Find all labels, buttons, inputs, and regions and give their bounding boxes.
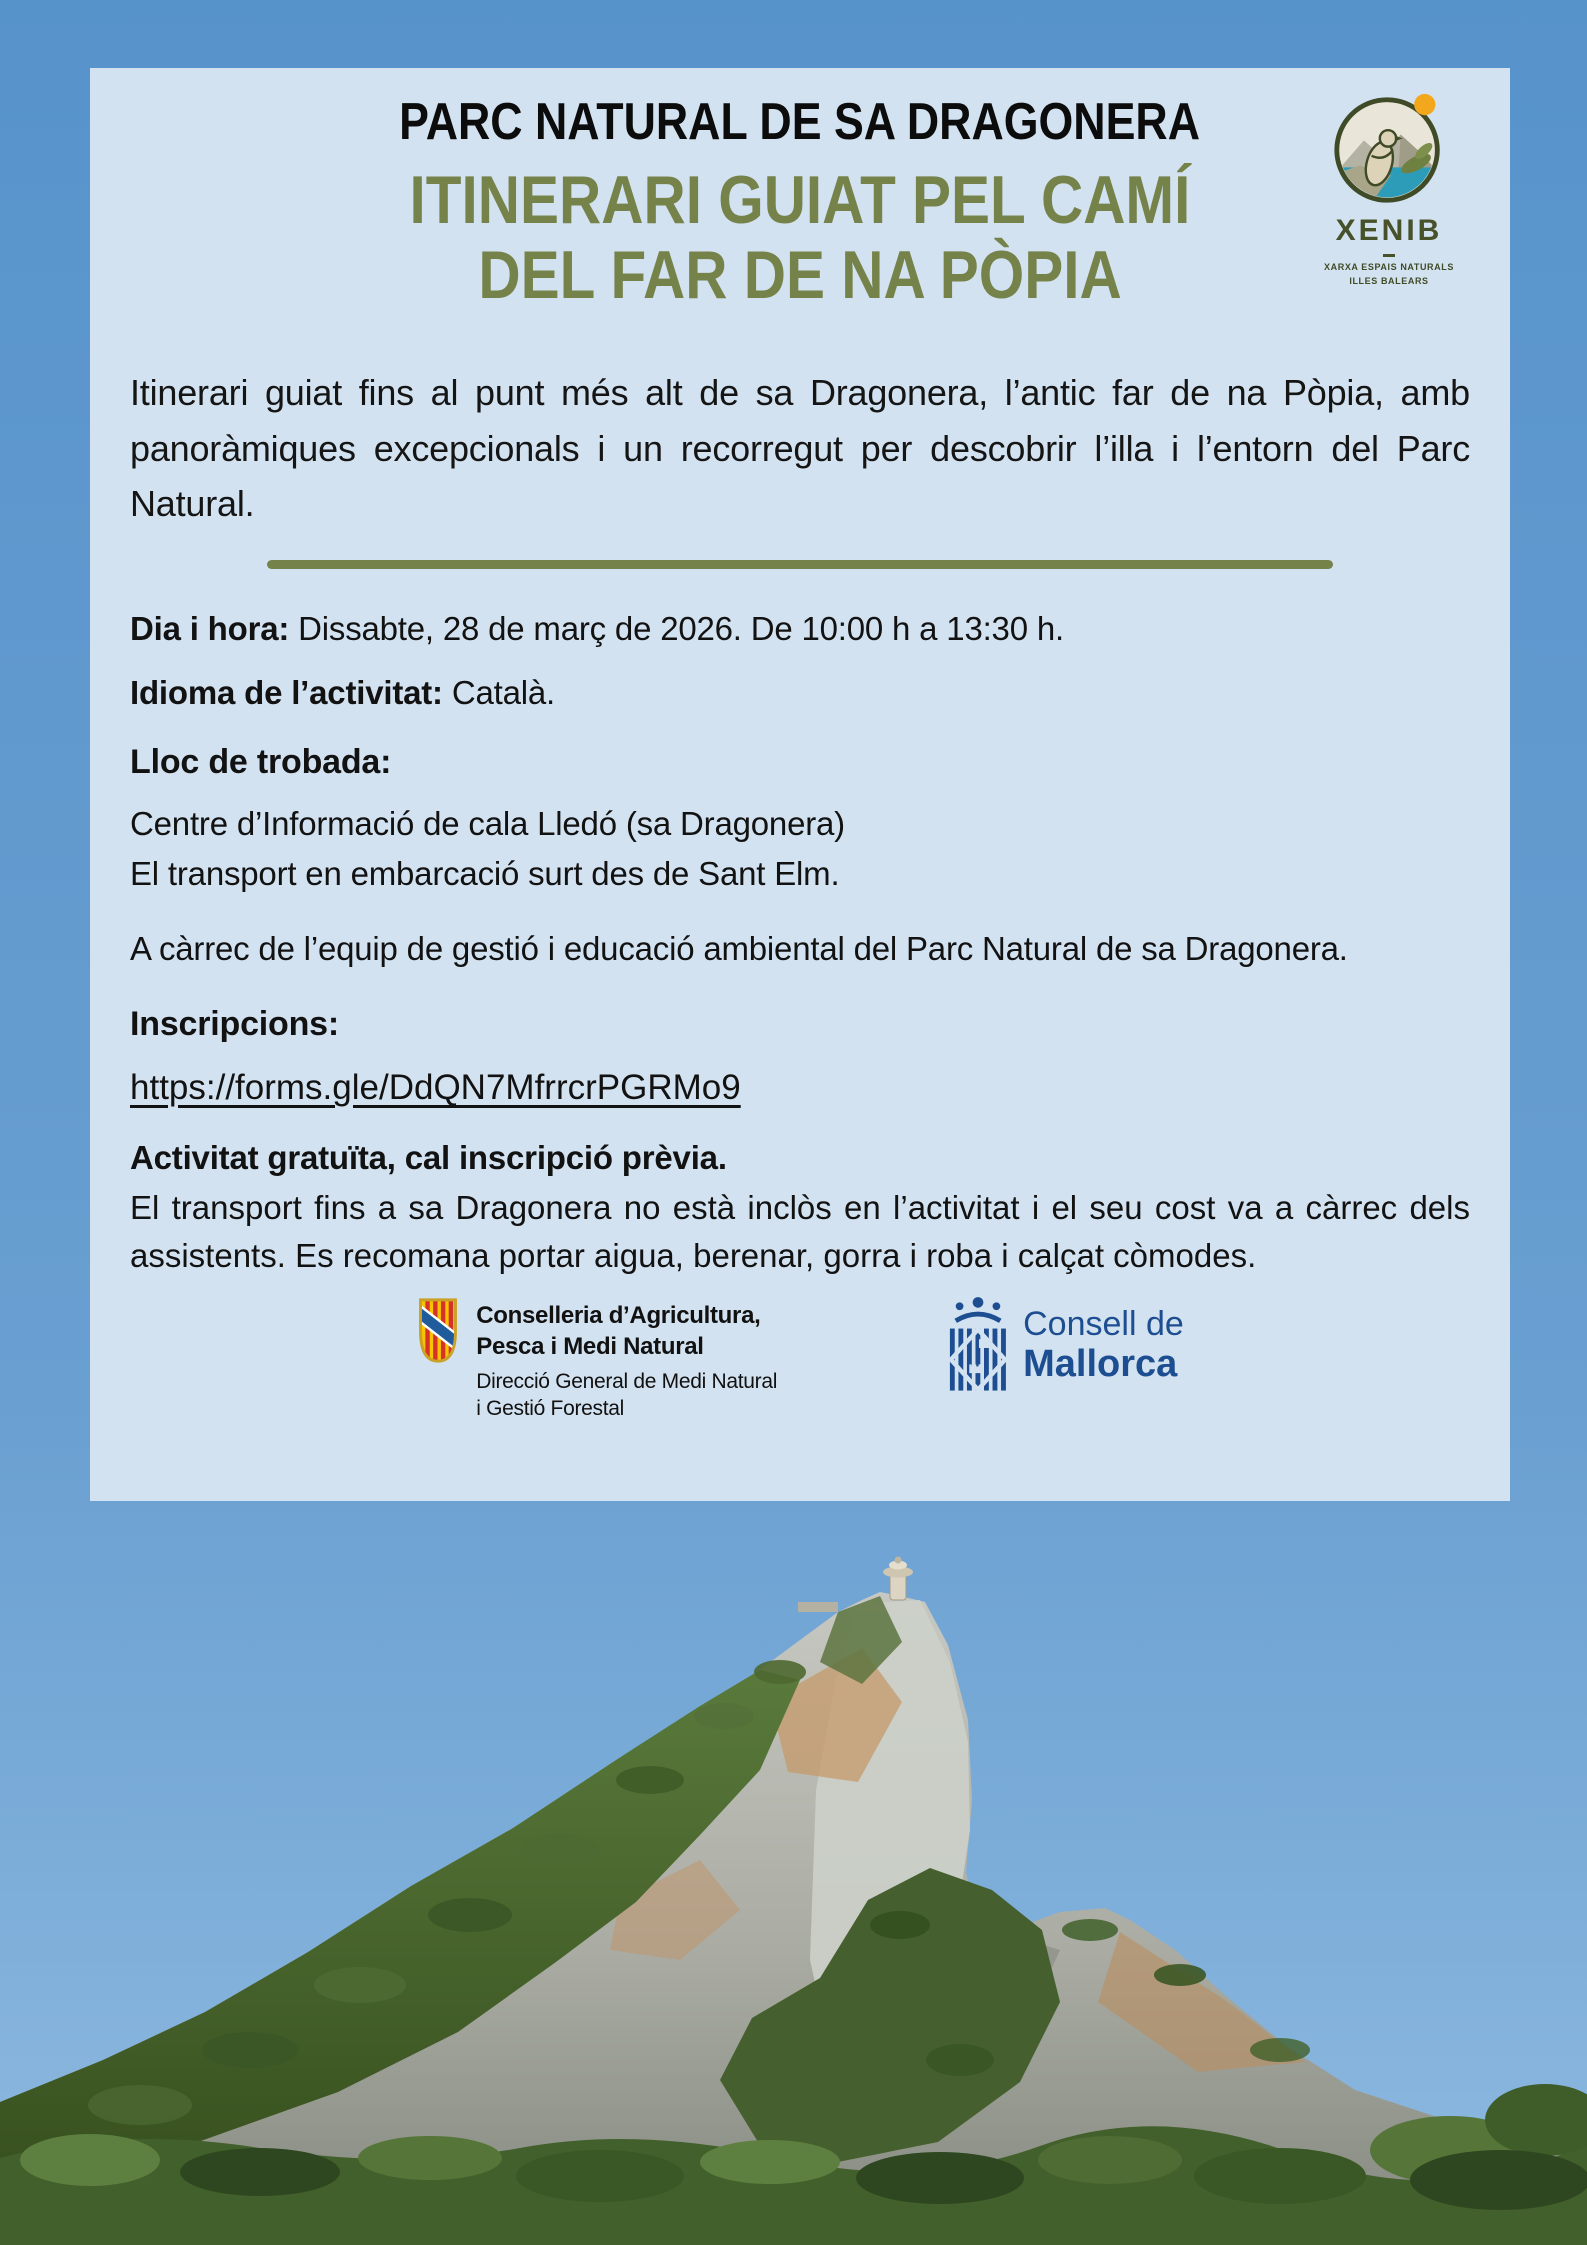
xenib-dash	[1383, 254, 1395, 257]
conselleria-line-3: Direcció General de Medi Natural	[476, 1370, 778, 1394]
conselleria-line-2: Pesca i Medi Natural	[476, 1332, 704, 1360]
park-title: PARC NATURAL DE SA DRAGONERA	[399, 93, 1201, 151]
meeting-point-lines	[130, 799, 1470, 898]
divider-rule	[267, 560, 1333, 569]
meeting-line-1: Centre d’Informació de cala Lledó (sa Dragonera)	[130, 805, 845, 843]
conselleria-text	[476, 1296, 777, 1423]
consell-mallorca-emblem-icon	[947, 1296, 1009, 1396]
conselleria-line-1: Conselleria d’Agricultura,	[476, 1301, 761, 1329]
transport-note: El transport fins a sa Dragonera no està inclòs en l’activitat i el seu cost va a càrrec dels assistents. Es recomana portar aigua, berenar, gorra i roba i calçat còmodes.	[130, 1189, 1470, 1274]
intro-paragraph: Itinerari guiat fins al punt més alt de sa Dragonera, l’antic far de na Pòpia, amb panoràmiques excepcionals i un recorregut per descobrir l’illa i l’entorn del Parc Natural.	[130, 371, 1470, 525]
meeting-line-2: El transport en embarcació surt des de Sant Elm.	[130, 854, 840, 892]
date-row	[130, 609, 1470, 649]
event-title-line1: ITINERARI GUIAT PEL CAMÍ	[409, 162, 1191, 239]
language-row	[130, 673, 1470, 713]
inscriptions-label: Inscripcions:	[130, 1004, 340, 1043]
balearic-shield-icon	[416, 1296, 460, 1366]
xenib-logo-icon	[1331, 92, 1447, 208]
consell-line-2: Mallorca	[1023, 1343, 1178, 1386]
xenib-name: XENIB	[1335, 214, 1443, 247]
language-value: Català.	[451, 673, 555, 711]
consell-mallorca-logo	[947, 1296, 1184, 1396]
conselleria-line-4: i Gestió Forestal	[476, 1397, 625, 1421]
institutional-logos	[130, 1296, 1470, 1423]
event-title	[130, 163, 1470, 313]
event-title-line2: DEL FAR DE NA PÒPIA	[478, 236, 1122, 313]
conselleria-logo	[416, 1296, 777, 1423]
organizer-paragraph: A càrrec de l’equip de gestió i educació ambiental del Parc Natural de sa Dragonera.	[130, 930, 1348, 968]
consell-mallorca-text	[1023, 1305, 1184, 1386]
xenib-logo	[1304, 92, 1474, 288]
consell-line-1: Consell de	[1023, 1305, 1184, 1344]
xenib-subtitle-1: XARXA ESPAIS NATURALS	[1324, 262, 1454, 272]
date-value: Dissabte, 28 de març de 2026. De 10:00 h a 13:30 h.	[298, 610, 1064, 648]
inscription-link-row	[130, 1068, 1470, 1108]
inscription-link[interactable]: https://forms.gle/DdQN7MfrrcrPGRMo9	[130, 1068, 741, 1108]
poster-card	[90, 68, 1510, 1501]
language-label: Idioma de l’activitat:	[130, 673, 443, 711]
free-activity-note: Activitat gratuïta, cal inscripció prèvia.	[130, 1139, 727, 1177]
xenib-subtitle-2: ILLES BALEARS	[1349, 275, 1429, 286]
date-label: Dia i hora:	[130, 610, 290, 648]
meeting-point-label: Lloc de trobada:	[130, 743, 392, 782]
